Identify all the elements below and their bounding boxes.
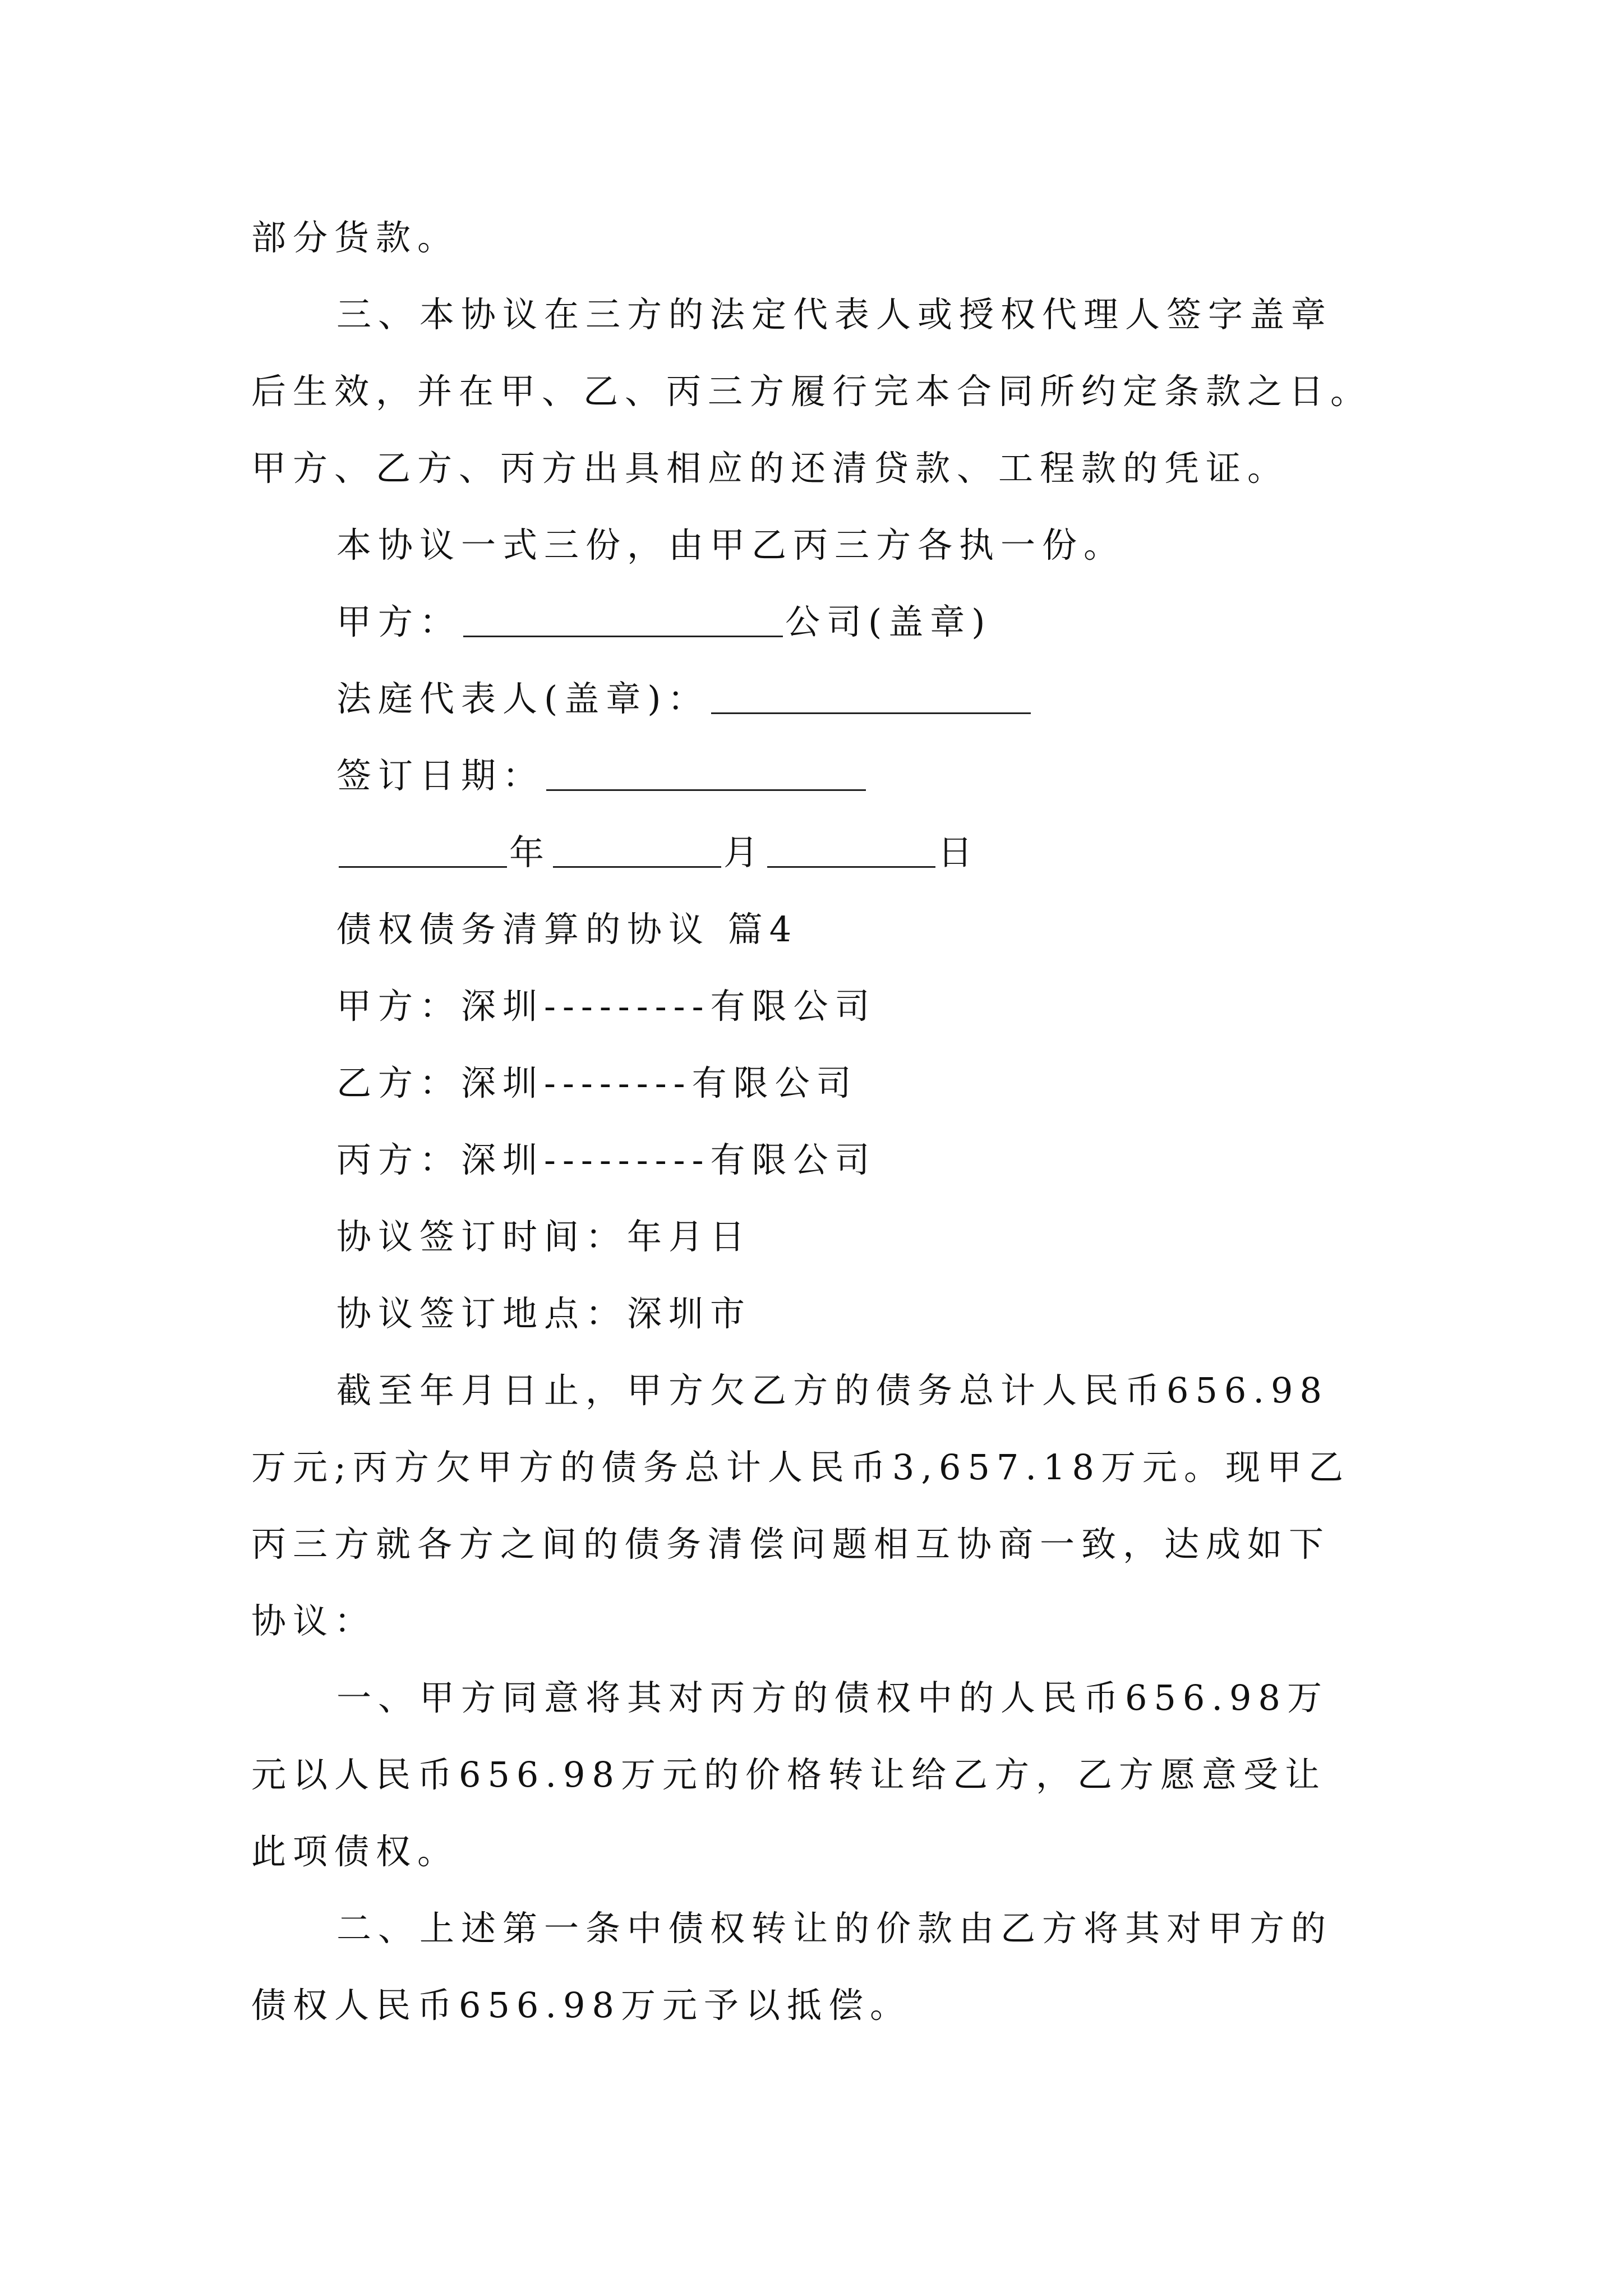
text-line: 甲方、乙方、丙方出具相应的还清贷款、工程款的凭证。 [251,448,1289,489]
party-a-blank[interactable] [463,601,783,637]
year-blank[interactable] [339,831,507,868]
legal-rep-line [251,660,1384,737]
legal-rep-blank[interactable] [711,678,1031,714]
text-line: 部分货款。 [251,217,459,258]
body-line: 丙三方就各方之间的债务清偿问题相互协商一致，达成如下 [251,1524,1331,1565]
body-line: 截至年月日止，甲方欠乙方的债务总计人民币656.98 [336,1370,1329,1411]
party-a-suffix: 公司(盖章) [785,601,992,642]
year-label: 年 [509,832,551,873]
party-a-sign-line [251,583,1384,660]
day-label: 日 [938,832,980,873]
text-line: 三、本协议在三方的法定代表人或授权代理人签字盖章 [336,294,1333,335]
month-blank[interactable] [553,831,721,868]
party-line: 协议签订时间：年月日 [336,1216,752,1257]
body-line: 元以人民币656.98万元的价格转让给乙方，乙方愿意受让 [251,1754,1326,1795]
month-label: 月 [723,832,766,873]
body-line: 债权人民币656.98万元予以抵偿。 [251,1985,911,2026]
text-line: 后生效，并在甲、乙、丙三方履行完本合同所约定条款之日。 [251,371,1372,412]
body-line: 一、甲方同意将其对丙方的债权中的人民币656.98万 [336,1677,1329,1718]
document-page [251,199,1384,2044]
body-line: 此项债权。 [251,1831,459,1872]
body-line: 二、上述第一条中债权转让的价款由乙方将其对甲方的 [336,1908,1333,1949]
body-line: 万元;丙方欠甲方的债务总计人民币3,657.18万元。现甲乙 [251,1447,1350,1488]
text-line: 本协议一式三份，由甲乙丙三方各执一份。 [336,524,1126,565]
party-line: 甲方：深圳---------有限公司 [336,986,877,1027]
party-line: 丙方：深圳---------有限公司 [336,1139,877,1180]
sign-date-label: 签订日期： [336,755,545,796]
section-title: 债权债务清算的协议 篇4 [336,909,799,950]
party-a-label: 甲方： [336,601,462,642]
sign-date-blank[interactable] [546,754,866,791]
party-line: 协议签订地点：深圳市 [336,1293,752,1334]
day-blank[interactable] [767,831,935,868]
party-line: 乙方：深圳--------有限公司 [336,1062,858,1103]
sign-date-line [251,737,1384,814]
body-line: 协议： [251,1600,376,1641]
legal-rep-label: 法庭代表人(盖章)： [336,678,709,719]
date-fields-line [251,814,1384,891]
